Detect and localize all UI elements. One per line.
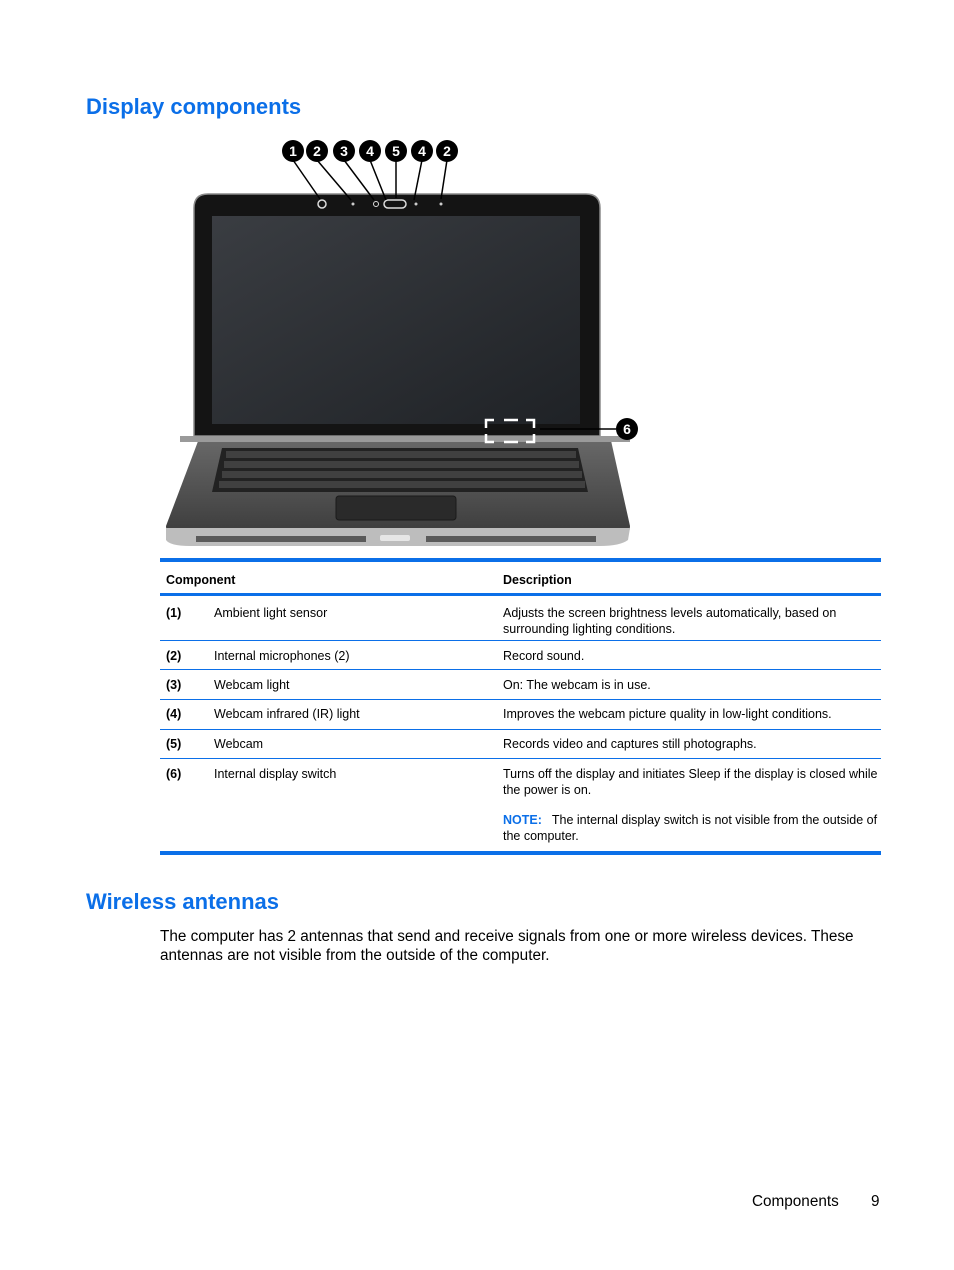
row-number: (1)	[166, 606, 182, 620]
callout-number: 2	[443, 143, 451, 159]
microphone-dot-right	[440, 203, 443, 206]
callout-number: 4	[418, 143, 426, 159]
section-title-wireless-antennas: Wireless antennas	[86, 889, 279, 914]
laptop-display-illustration	[160, 136, 650, 550]
table-row	[160, 700, 881, 729]
callout-number: 3	[340, 143, 348, 159]
table-row	[160, 730, 881, 758]
table-row	[160, 759, 881, 851]
page-number: 9	[871, 1193, 880, 1210]
table-row	[160, 596, 881, 640]
note-text: The internal display switch is not visible from the outside of the computer.	[503, 813, 878, 843]
display-screen	[212, 216, 580, 424]
ir-light-dot	[415, 203, 418, 206]
row-component: Internal display switch	[214, 767, 337, 781]
row-number: (2)	[166, 649, 182, 663]
table-row	[160, 670, 881, 699]
touchpad	[336, 496, 456, 520]
front-vent-left	[196, 536, 366, 542]
row-number: (5)	[166, 737, 182, 751]
table-row	[160, 641, 881, 669]
row-description: Record sound.	[503, 649, 585, 663]
column-header-component: Component	[166, 573, 236, 587]
column-header-description: Description	[503, 573, 572, 587]
microphone-dot-left	[352, 203, 355, 206]
front-latch	[380, 535, 410, 541]
row-description: Turns off the display and initiates Sleep if the display is closed while the power is on.	[503, 767, 878, 797]
callout-number: 4	[366, 143, 374, 159]
table-header-row	[160, 562, 881, 593]
row-description: On: The webcam is in use.	[503, 678, 651, 692]
row-number: (3)	[166, 678, 182, 692]
row-component: Internal microphones (2)	[214, 649, 350, 663]
row-description: Records video and captures still photographs.	[503, 737, 757, 751]
row-description: Adjusts the screen brightness levels automatically, based on surrounding lighting conditions.	[503, 606, 837, 636]
table-bottom-rule	[160, 851, 881, 855]
wireless-antennas-paragraph: The computer has 2 antennas that send and receive signals from one or more wireless devices. These antennas are not visible from the outside of the computer.	[160, 928, 854, 964]
callout-number: 2	[313, 143, 321, 159]
section-title-display-components: Display components	[86, 94, 302, 119]
hinge	[180, 436, 630, 442]
callout-number: 6	[623, 421, 631, 437]
row-component: Webcam	[214, 737, 264, 751]
row-component: Webcam light	[214, 678, 290, 692]
note-label: NOTE:	[503, 813, 542, 827]
callout-number: 1	[289, 143, 297, 159]
row-description: Improves the webcam picture quality in low-light conditions.	[503, 707, 832, 721]
footer-section-name: Components	[752, 1193, 839, 1210]
row-component: Webcam infrared (IR) light	[214, 707, 360, 721]
row-number: (4)	[166, 707, 182, 721]
components-table	[160, 558, 881, 855]
row-number: (6)	[166, 767, 182, 781]
callout-number: 5	[392, 143, 400, 159]
note	[503, 812, 878, 844]
row-component: Ambient light sensor	[214, 606, 328, 620]
front-vent-right	[426, 536, 596, 542]
